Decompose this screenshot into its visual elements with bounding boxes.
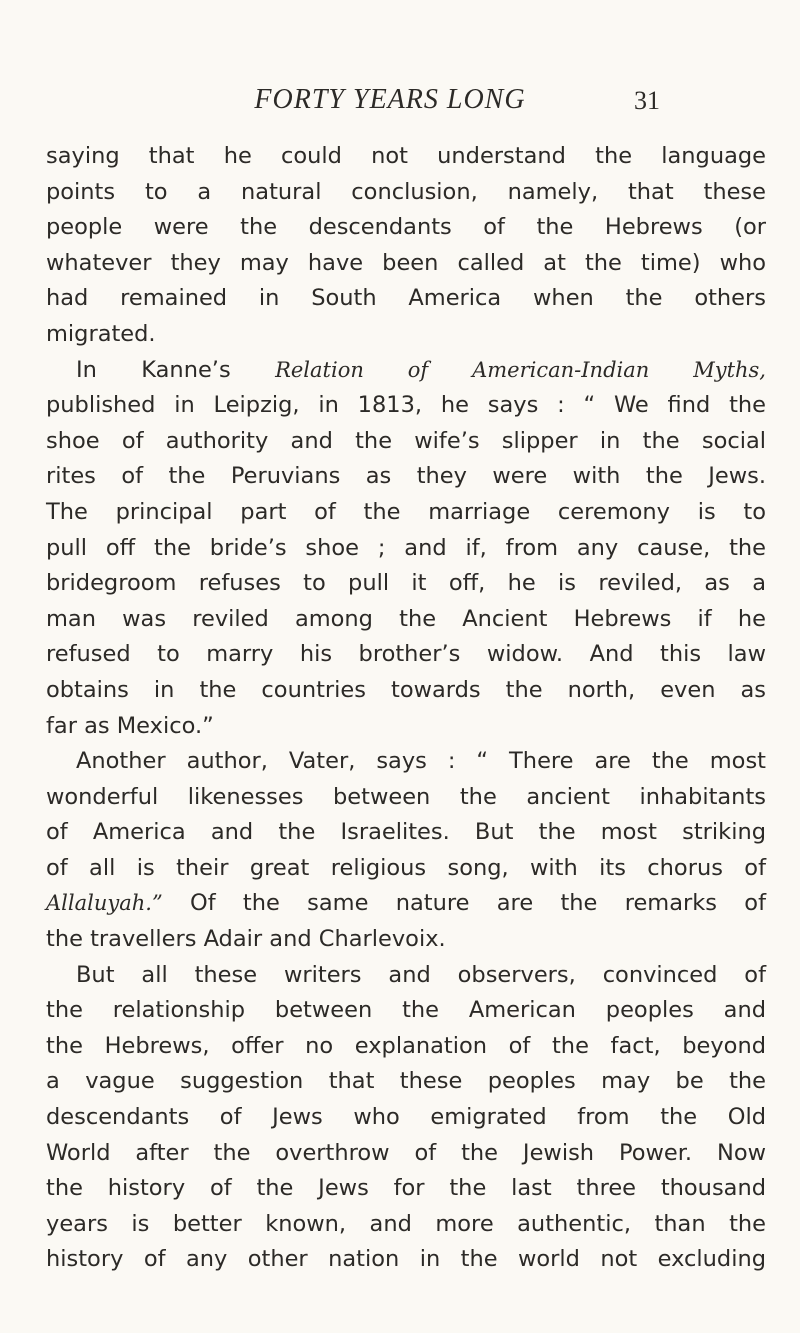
- text-line: people were the descendants of the Hebrews (or: [46, 214, 766, 241]
- text-line: descendants of Jews who emigrated from the Old: [46, 1104, 766, 1131]
- text-line: saying that he could not understand the language: [46, 143, 766, 169]
- song-title: Allaluyah.”: [46, 891, 163, 916]
- text-line: years is better known, and more authentic, than the: [46, 1210, 766, 1237]
- text-line: the history of the Jews for the last three thousand: [46, 1175, 766, 1202]
- text-line: The principal part of the marriage ceremony is to: [46, 498, 766, 525]
- text-line: published in Leipzig, in 1813, he says : “ We find the: [46, 392, 766, 419]
- text-line: [46, 886, 766, 922]
- text-segment: In Kanne’s: [76, 356, 231, 383]
- text-line: Another author, Vater, says : “ There are the most: [76, 748, 766, 775]
- text-line: the travellers Adair and Charlevoix.: [46, 926, 446, 953]
- running-title: FORTY YEARS LONG: [254, 84, 526, 115]
- text-line: wonderful likenesses between the ancient inhabitants: [46, 783, 766, 810]
- text-line: pull off the bride’s shoe ; and if, from any cause, the: [46, 534, 766, 561]
- text-line: obtains in the countries towards the north, even as: [46, 676, 766, 703]
- text-line: had remained in South America when the others: [46, 285, 766, 312]
- text-line: shoe of authority and the wife’s slipper in the social: [46, 427, 766, 454]
- text-line: a vague suggestion that these peoples may be the: [46, 1068, 766, 1095]
- text-line: points to a natural conclusion, namely, that these: [46, 178, 766, 205]
- book-title: Relation of American-Indian Myths,: [275, 357, 766, 382]
- text-segment: Of the same nature are the remarks of: [190, 890, 766, 917]
- text-line: far as Mexico.”: [46, 712, 214, 739]
- text-line: of America and the Israelites. But the most striking: [46, 819, 766, 846]
- text-line: But all these writers and observers, convinced of: [76, 961, 766, 988]
- text-line: refused to marry his brother’s widow. And this law: [46, 641, 766, 668]
- text-line: World after the overthrow of the Jewish Power. Now: [46, 1139, 766, 1166]
- text-line: man was reviled among the Ancient Hebrews if he: [46, 605, 766, 632]
- running-head: [0, 84, 800, 124]
- text-line: whatever they may have been called at the time) who: [46, 249, 766, 276]
- text-line: the Hebrews, offer no explanation of the fact, beyond: [46, 1032, 766, 1059]
- text-line: bridegroom refuses to pull it off, he is reviled, as a: [46, 570, 766, 597]
- body-text: [46, 139, 766, 1278]
- text-line: rites of the Peruvians as they were with the Jews.: [46, 463, 766, 490]
- text-line: history of any other nation in the world not excluding: [46, 1246, 766, 1273]
- text-line: [46, 353, 766, 389]
- page-number: 31: [634, 86, 660, 115]
- text-line: migrated.: [46, 320, 156, 347]
- text-line: the relationship between the American peoples and: [46, 997, 766, 1024]
- text-line: of all is their great religious song, with its chorus of: [46, 854, 766, 881]
